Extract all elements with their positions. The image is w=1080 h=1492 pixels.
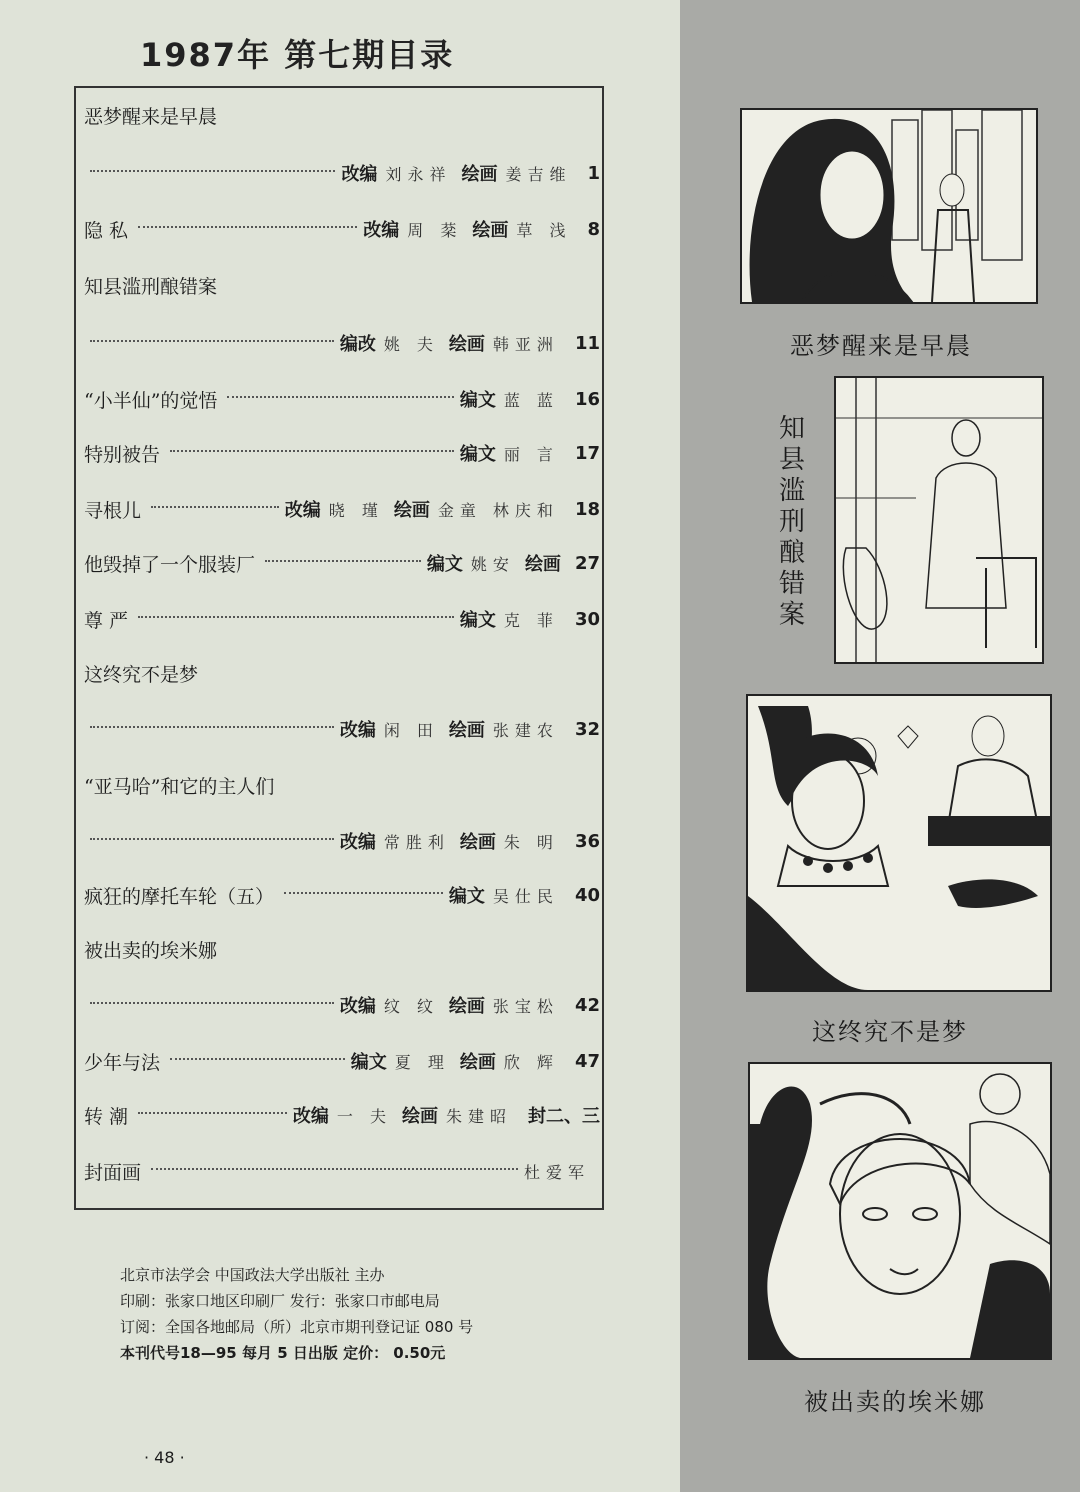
- page-title: 1987年 第七期目录: [140, 36, 455, 74]
- page-number: 11: [574, 332, 600, 354]
- credit-name: 朱 明: [503, 832, 559, 852]
- page-number: 40: [574, 884, 600, 906]
- credit-role: 改编: [339, 996, 376, 1017]
- credit-name: 吴仕民: [492, 886, 559, 906]
- entry-title: 这终究不是梦: [84, 663, 199, 686]
- toc-entry: [84, 656, 600, 690]
- credit-name: 姜吉维: [505, 164, 572, 184]
- entry-title: “小半仙”的觉悟: [84, 389, 218, 412]
- credit-role: 编文: [459, 444, 496, 465]
- credit-role: 改编: [341, 164, 378, 185]
- page-number: 8: [587, 218, 600, 240]
- entry-title: 转 潮: [84, 1105, 129, 1128]
- credit-role: 编文: [350, 1052, 387, 1073]
- entry-title: 被出卖的埃米娜: [84, 939, 218, 962]
- leader-dots: [90, 170, 335, 172]
- credit-role: 绘画: [448, 334, 485, 355]
- publisher-line: 本刊代号18—95 每月 5 日出版 定价： 0.50元: [120, 1344, 446, 1362]
- toc-entry: [84, 326, 600, 360]
- entry-title: 疯狂的摩托车轮（五）: [84, 885, 275, 908]
- entry-title: 封面画: [84, 1161, 142, 1184]
- page-number: · 48 ·: [144, 1448, 185, 1467]
- leader-dots: [90, 838, 334, 840]
- credit-role: 改编: [292, 1106, 329, 1127]
- toc-entry: [84, 602, 600, 636]
- leader-dots: [227, 396, 453, 398]
- credit-role: 绘画: [472, 220, 509, 241]
- leader-dots: [151, 506, 279, 508]
- illustration-nightmare: [740, 108, 1038, 304]
- credit-role: 改编: [363, 220, 400, 241]
- credit-name: 晓 瑾: [328, 500, 384, 520]
- credit-name: 克 菲: [503, 610, 559, 630]
- leader-dots: [138, 226, 357, 228]
- illustration-not-a-dream: [746, 694, 1052, 992]
- entry-title: 知县滥刑酿错案: [84, 275, 218, 298]
- leader-dots: [138, 616, 454, 618]
- page-number: 47: [574, 1050, 600, 1072]
- page-number: 1: [587, 162, 600, 184]
- credit-role: 编文: [459, 390, 496, 411]
- leader-dots: [90, 1002, 334, 1004]
- credit-role: 编文: [426, 554, 463, 575]
- credit-name: 欣 辉: [503, 1052, 559, 1072]
- credit-role: 编改: [339, 334, 376, 355]
- toc-entry: [84, 382, 600, 416]
- page-number: 27: [574, 552, 600, 574]
- caption-char: 知: [778, 414, 805, 444]
- toc-entry: [84, 712, 600, 746]
- caption-char: 错: [778, 569, 805, 599]
- credit-name: 朱建昭: [445, 1106, 512, 1126]
- toc-entry: [84, 268, 600, 302]
- leader-dots: [151, 1168, 518, 1170]
- page-number: 32: [574, 718, 600, 740]
- page-number: 30: [574, 608, 600, 630]
- page-number: 18: [574, 498, 600, 520]
- leader-dots: [90, 726, 334, 728]
- entry-title: “亚马哈”和它的主人们: [84, 775, 275, 798]
- credit-name: 闲 田: [383, 720, 439, 740]
- caption-char: 刑: [778, 507, 805, 537]
- toc-entry: [84, 212, 600, 246]
- entry-title: 寻根儿: [84, 499, 142, 522]
- illustration-caption: 恶梦醒来是早晨: [790, 332, 972, 360]
- credit-role: 编文: [448, 886, 485, 907]
- credit-name: 夏 理: [394, 1052, 450, 1072]
- entry-title: 少年与法: [84, 1051, 161, 1074]
- caption-char: 案: [778, 600, 805, 630]
- credit-role: 绘画: [448, 996, 485, 1017]
- toc-entry: [84, 1154, 600, 1188]
- credit-name: 草 浅: [516, 220, 572, 240]
- caption-char: 酿: [778, 538, 805, 568]
- caption-char: 县: [778, 445, 805, 475]
- credit-name: 丽 言: [503, 444, 559, 464]
- page-number: 16: [574, 388, 600, 410]
- page-number: 17: [574, 442, 600, 464]
- credit-role: 改编: [284, 500, 321, 521]
- illustration-caption: 这终究不是梦: [812, 1018, 968, 1046]
- credit-name: 常胜利: [383, 832, 450, 852]
- publisher-info: [120, 1262, 590, 1366]
- leader-dots: [170, 450, 454, 452]
- publisher-line: 北京市法学会 中国政法大学出版社 主办: [120, 1266, 385, 1284]
- credit-role: 绘画: [459, 832, 496, 853]
- toc-entry: [84, 1044, 600, 1078]
- publisher-line: 印刷：张家口地区印刷厂 发行：张家口市邮电局: [120, 1292, 440, 1310]
- credit-name: 张建农: [492, 720, 559, 740]
- entry-title: 他毁掉了一个服装厂: [84, 553, 256, 576]
- toc-entry: [84, 436, 600, 470]
- credit-role: 绘画: [524, 554, 561, 575]
- leader-dots: [265, 560, 421, 562]
- toc-entry: [84, 156, 600, 190]
- leader-dots: [170, 1058, 345, 1060]
- credit-name: 周 棻: [407, 220, 463, 240]
- page-number: 封二、三: [528, 1106, 600, 1127]
- credit-name: 张宝松: [492, 996, 559, 1016]
- credit-name: 蓝 蓝: [503, 390, 559, 410]
- credit-role: 改编: [339, 720, 376, 741]
- credit-name: 姚 夫: [383, 334, 439, 354]
- credit-name: 杜爱军: [523, 1162, 590, 1182]
- credit-role: 编文: [459, 610, 496, 631]
- credit-role: 绘画: [401, 1106, 438, 1127]
- credit-role: 绘画: [393, 500, 430, 521]
- caption-char: 滥: [778, 476, 805, 506]
- page-number: 42: [574, 994, 600, 1016]
- leader-dots: [284, 892, 443, 894]
- credit-name: 刘永祥: [385, 164, 452, 184]
- toc-entry: [84, 492, 600, 526]
- toc-entry: [84, 878, 600, 912]
- toc-entry: [84, 988, 600, 1022]
- credit-role: 绘画: [448, 720, 485, 741]
- table-of-contents: [74, 86, 604, 1210]
- leader-dots: [138, 1112, 287, 1114]
- entry-title: 隐 私: [84, 219, 129, 242]
- toc-entry: [84, 1098, 600, 1132]
- entry-title: 恶梦醒来是早晨: [84, 105, 218, 128]
- leader-dots: [90, 340, 334, 342]
- credit-name: 韩亚洲: [492, 334, 559, 354]
- toc-entry: [84, 546, 600, 580]
- toc-entry: [84, 824, 600, 858]
- entry-title: 特别被告: [84, 443, 161, 466]
- entry-title: 尊 严: [84, 609, 129, 632]
- credit-name: 姚安: [470, 554, 515, 574]
- credit-role: 绘画: [459, 1052, 496, 1073]
- credit-role: 绘画: [461, 164, 498, 185]
- toc-entry: [84, 932, 600, 966]
- illustration-caption: 被出卖的埃米娜: [804, 1388, 986, 1416]
- credit-name: 纹 纹: [383, 996, 439, 1016]
- credit-name: 金童 林庆和: [437, 500, 559, 520]
- publisher-line: 订阅：全国各地邮局（所）北京市期刊登记证 080 号: [120, 1318, 474, 1336]
- credit-role: 改编: [339, 832, 376, 853]
- illustration-betrayed-emina: [748, 1062, 1052, 1360]
- toc-entry: [84, 98, 600, 132]
- toc-entry: [84, 768, 600, 802]
- credit-name: 一 夫: [336, 1106, 392, 1126]
- illustration-county-magistrate: [834, 376, 1044, 664]
- illustration-caption-vertical: [774, 414, 810, 631]
- page-number: 36: [574, 830, 600, 852]
